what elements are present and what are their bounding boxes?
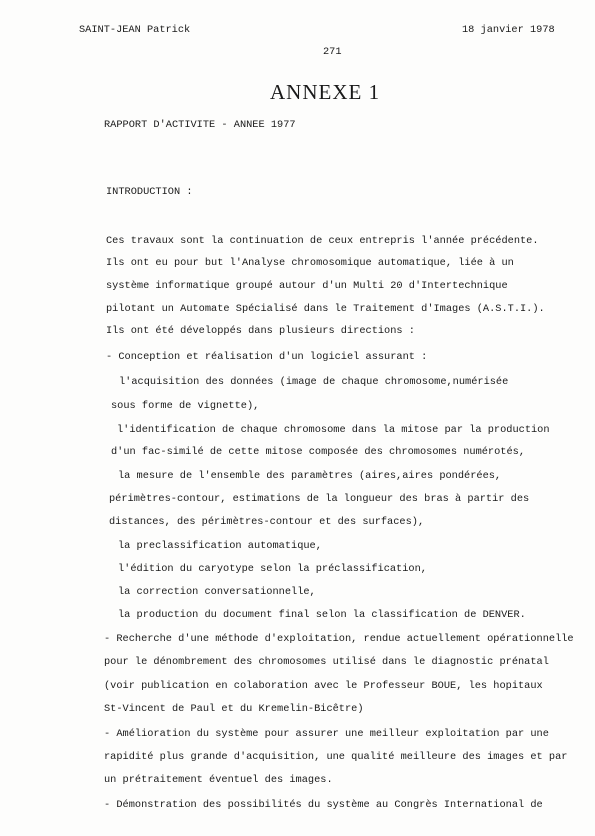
body-line: système informatique groupé autour d'un Multi 20 d'Intertechnique	[106, 280, 508, 292]
body-line: distances, des périmètres-contour et des surfaces),	[109, 516, 425, 528]
body-line: l'édition du caryotype selon la préclassification,	[118, 563, 427, 575]
body-line: pour le dénombrement des chromosomes utilisé dans le diagnostic prénatal	[104, 656, 549, 668]
list-item: - Conception et réalisation d'un logiciel assurant :	[106, 351, 428, 363]
body-line: rapidité plus grande d'acquisition, une qualité meilleure des images et par	[104, 751, 568, 763]
body-line: l'identification de chaque chromosome dans la mitose par la production	[117, 424, 550, 436]
list-item: - Amélioration du système pour assurer une meilleur exploitation par une	[104, 728, 549, 740]
body-line: Ils ont eu pour but l'Analyse chromosomique automatique, liée à un	[106, 257, 514, 269]
body-line: Ils ont été développés dans plusieurs directions :	[106, 325, 415, 337]
body-line: sous forme de vignette),	[111, 400, 260, 412]
body-line: la mesure de l'ensemble des paramètres (aires,aires pondérées,	[118, 470, 502, 482]
body-line: pilotant un Automate Spécialisé dans le Traitement d'Images (A.S.T.I.).	[106, 303, 545, 315]
body-line: (voir publication en colaboration avec le Professeur BOUE, les hopitaux	[104, 680, 543, 692]
body-line: un prétraitement éventuel des images.	[104, 774, 333, 786]
body-line: l'acquisition des données (image de chaque chromosome,numérisée	[119, 376, 509, 388]
document-date: 18 janvier 1978	[462, 24, 555, 36]
report-subtitle: RAPPORT D'ACTIVITE - ANNEE 1977	[104, 119, 296, 131]
body-line: la correction conversationnelle,	[118, 586, 316, 598]
page-title: ANNEXE 1	[270, 80, 381, 104]
body-line: d'un fac-similé de cette mitose composée des chromosomes numérotés,	[111, 446, 526, 458]
page-number: 271	[323, 46, 342, 58]
body-line: la production du document final selon la classification de DENVER.	[118, 609, 526, 621]
body-line: la preclassification automatique,	[118, 540, 322, 552]
section-heading: INTRODUCTION :	[106, 186, 193, 198]
body-line: périmètres-contour, estimations de la longueur des bras à partir des	[109, 493, 530, 505]
body-line: St-Vincent de Paul et du Kremelin-Bicêtre)	[104, 703, 364, 715]
body-line: Ces travaux sont la continuation de ceux entrepris l'année précédente.	[106, 235, 539, 247]
list-item: - Démonstration des possibilités du système au Congrès International de	[104, 799, 543, 811]
list-item: - Recherche d'une méthode d'exploitation, rendue actuellement opérationnelle	[104, 633, 574, 645]
author-name: SAINT-JEAN Patrick	[79, 24, 191, 36]
